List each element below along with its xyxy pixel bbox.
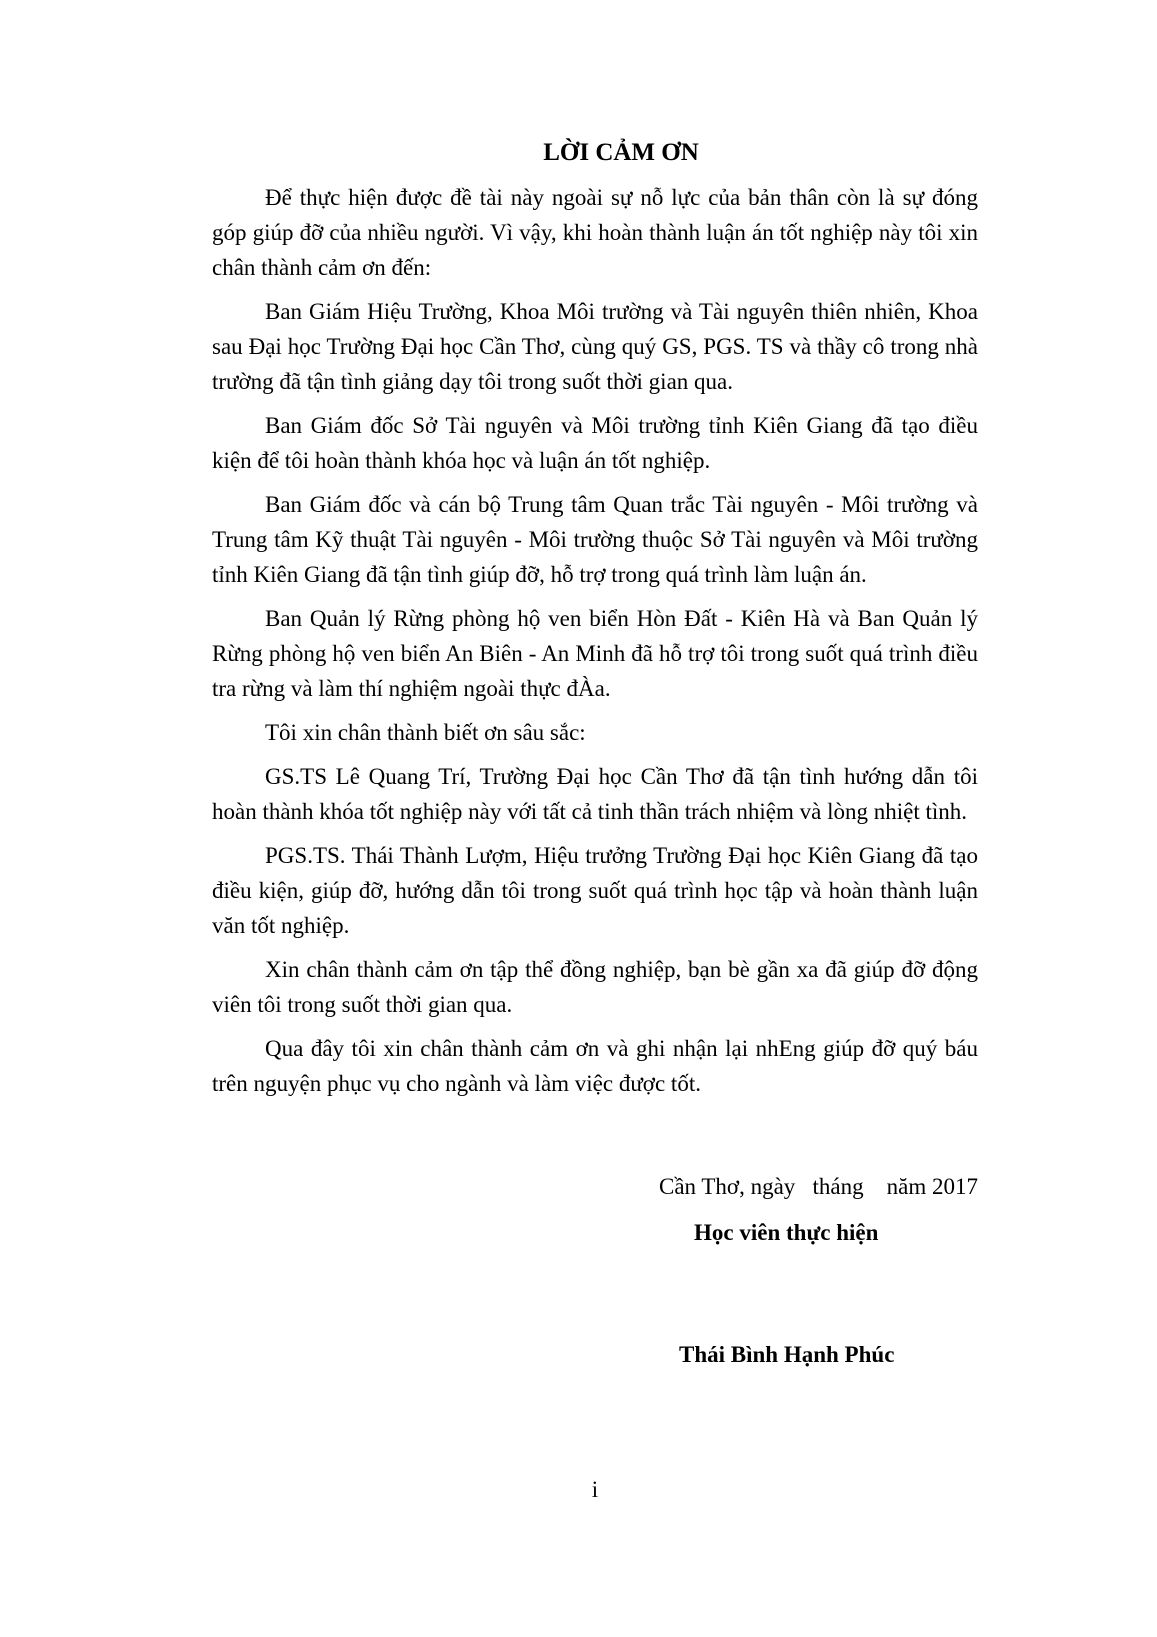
signature-block xyxy=(560,1170,978,1372)
paragraph-rector: PGS.TS. Thái Thành Lượm, Hiệu trưởng Trường Đại học Kiên Giang đã tạo điều kiện, giúp đỡ, hướng dẫn tôi trong suốt quá trình học tập và hoàn thành luận văn tốt nghiệp. xyxy=(212,843,978,938)
paragraph-forest-management: Ban Quản lý Rừng phòng hộ ven biển Hòn Đất - Kiên Hà và Ban Quản lý Rừng phòng hộ ven biển An Biên - An Minh đã hỗ trợ tôi trong suốt quá trình điều tra rừng và làm thí nghiệm ngoài thực đÀa. xyxy=(212,606,978,701)
page-number: i xyxy=(591,1477,599,1502)
paragraph-university: Ban Giám Hiệu Trường, Khoa Môi trường và Tài nguyên thiên nhiên, Khoa sau Đại học Trường Đại học Cần Thơ, cùng quý GS, PGS. TS và thầy cô trong nhà trường đã tận tình giảng dạy tôi trong suốt thời gian qua. xyxy=(212,299,978,394)
paragraph-monitoring-center: Ban Giám đốc và cán bộ Trung tâm Quan trắc Tài nguyên - Môi trường và Trung tâm Kỹ thuật Tài nguyên - Môi trường thuộc Sở Tài nguyên và Môi trường tỉnh Kiên Giang đã tận tình giúp đỡ, hỗ trợ trong quá trình làm luận án. xyxy=(212,492,978,587)
page-title: LỜI CẢM ƠN xyxy=(543,139,699,166)
paragraph-colleagues: Xin chân thành cảm ơn tập thể đồng nghiệp, bạn bè gần xa đã giúp đỡ động viên tôi trong suốt thời gian qua. xyxy=(212,957,978,1017)
paragraph-gratitude: Tôi xin chân thành biết ơn sâu sắc: xyxy=(265,720,586,745)
signature-date: Cần Thơ, ngày tháng năm 2017 xyxy=(658,1174,978,1199)
paragraph-supervisor: GS.TS Lê Quang Trí, Trường Đại học Cần Thơ đã tận tình hướng dẫn tôi hoàn thành khóa tốt nghiệp này với tất cả tinh thần trách nhiệm và lòng nhiệt tình. xyxy=(212,764,978,824)
signature-name: Thái Bình Hạnh Phúc xyxy=(679,1342,895,1367)
acknowledgement-body xyxy=(212,180,978,1110)
paragraph-department: Ban Giám đốc Sở Tài nguyên và Môi trường tỉnh Kiên Giang đã tạo điều kiện để tôi hoàn thành khóa học và luận án tốt nghiệp. xyxy=(212,413,978,473)
signature-role: Học viên thực hiện xyxy=(694,1220,879,1245)
paragraph-intro: Để thực hiện được đề tài này ngoài sự nỗ lực của bản thân còn là sự đóng góp giúp đỡ của nhiều người. Vì vậy, khi hoàn thành luận án tốt nghiệp này tôi xin chân thành cảm ơn đến: xyxy=(212,185,978,280)
paragraph-closing: Qua đây tôi xin chân thành cảm ơn và ghi nhận lại nhEng giúp đỡ quý báu trên nguyện phục vụ cho ngành và làm việc được tốt. xyxy=(212,1036,978,1096)
